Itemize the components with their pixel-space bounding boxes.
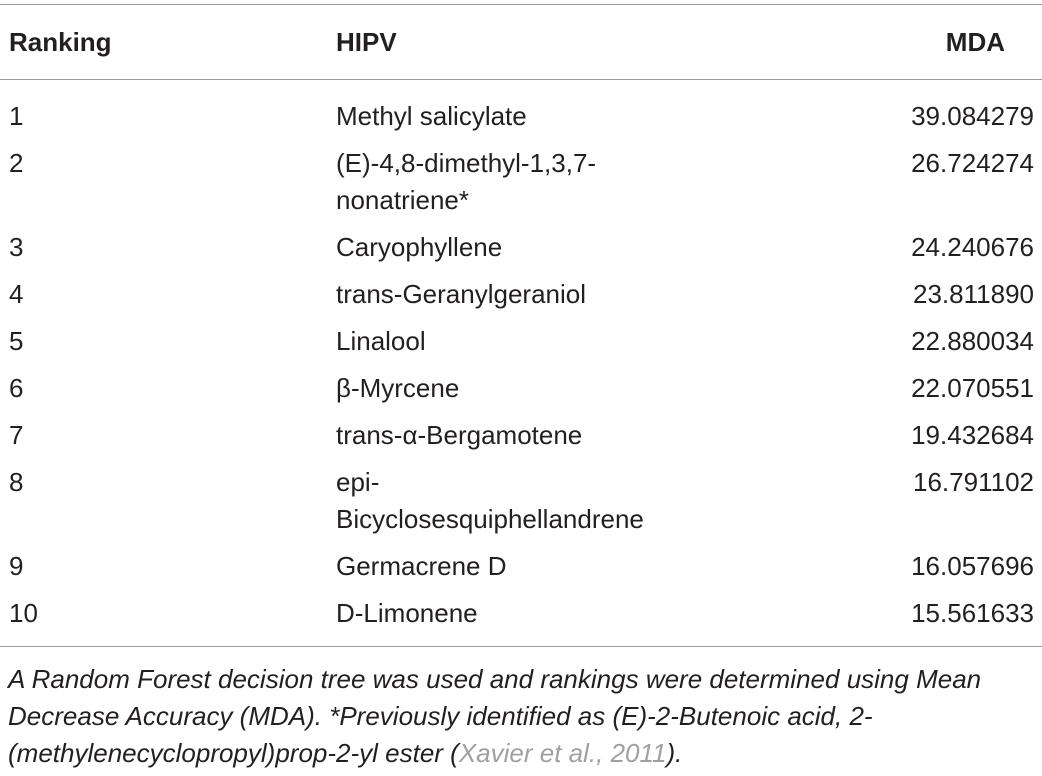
cell-mda: 22.880034 bbox=[911, 326, 1034, 356]
cell-mda: 39.084279 bbox=[911, 101, 1034, 131]
cell-hipv-line2: nonatriene* bbox=[336, 185, 469, 215]
table-row bbox=[0, 140, 1042, 224]
cell-hipv: β-Myrcene bbox=[336, 373, 460, 403]
cell-ranking: 4 bbox=[9, 279, 24, 309]
hipv-ranking-table bbox=[0, 4, 1042, 647]
footnote-text: A Random Forest decision tree was used and rankings were determined using Mean Decrease Accuracy (MDA). *Previously identified as (E)-2-Butenoic acid, 2-(methylenecyclopropyl)prop-2-yl ester ( bbox=[8, 664, 982, 768]
table-row bbox=[0, 80, 1042, 141]
table-footnote bbox=[8, 661, 1038, 772]
cell-hipv: trans-Geranylgeraniol bbox=[336, 279, 587, 309]
cell-hipv: trans-α-Bergamotene bbox=[336, 420, 583, 450]
header-hipv: HIPV bbox=[336, 26, 397, 57]
cell-hipv: Methyl salicylate bbox=[336, 101, 527, 131]
header-ranking: Ranking bbox=[9, 26, 112, 57]
footnote-text-end: ). bbox=[666, 738, 683, 768]
cell-ranking: 6 bbox=[9, 373, 24, 403]
cell-ranking: 5 bbox=[9, 326, 24, 356]
table-row bbox=[0, 590, 1042, 647]
cell-ranking: 3 bbox=[9, 232, 24, 262]
cell-ranking: 9 bbox=[9, 551, 24, 581]
citation-link[interactable]: Xavier et al., 2011 bbox=[458, 738, 667, 768]
cell-hipv-line1: epi- bbox=[336, 467, 380, 497]
cell-mda: 22.070551 bbox=[911, 373, 1034, 403]
table-row bbox=[0, 224, 1042, 271]
cell-mda: 24.240676 bbox=[911, 232, 1034, 262]
table-row bbox=[0, 412, 1042, 459]
cell-ranking: 2 bbox=[9, 148, 24, 178]
table-header bbox=[0, 5, 1042, 80]
cell-ranking: 10 bbox=[9, 598, 38, 628]
table-row bbox=[0, 365, 1042, 412]
cell-hipv: Caryophyllene bbox=[336, 232, 503, 262]
table-row bbox=[0, 543, 1042, 590]
table-body bbox=[0, 80, 1042, 647]
cell-hipv-line2: Bicyclosesquiphellandrene bbox=[336, 504, 644, 534]
cell-mda: 19.432684 bbox=[911, 420, 1034, 450]
cell-mda: 26.724274 bbox=[911, 148, 1034, 178]
table-row bbox=[0, 459, 1042, 543]
cell-ranking: 8 bbox=[9, 467, 24, 497]
header-mda: MDA bbox=[945, 26, 1005, 57]
cell-mda: 16.057696 bbox=[911, 551, 1034, 581]
cell-mda: 23.811890 bbox=[913, 279, 1034, 309]
cell-hipv bbox=[336, 459, 666, 543]
hipv-ranking-table-container bbox=[0, 4, 1042, 647]
cell-hipv: D-Limonene bbox=[336, 598, 478, 628]
cell-hipv: Linalool bbox=[336, 326, 426, 356]
cell-hipv: Germacrene D bbox=[336, 551, 507, 581]
header-row bbox=[0, 5, 1042, 80]
cell-hipv-line1: (E)-4,8-dimethyl-1,3,7- bbox=[336, 148, 597, 178]
cell-ranking: 1 bbox=[9, 101, 24, 131]
cell-hipv bbox=[336, 140, 666, 224]
cell-mda: 16.791102 bbox=[913, 467, 1034, 497]
cell-ranking: 7 bbox=[9, 420, 24, 450]
table-row bbox=[0, 318, 1042, 365]
cell-mda: 15.561633 bbox=[911, 598, 1034, 628]
table-row bbox=[0, 271, 1042, 318]
